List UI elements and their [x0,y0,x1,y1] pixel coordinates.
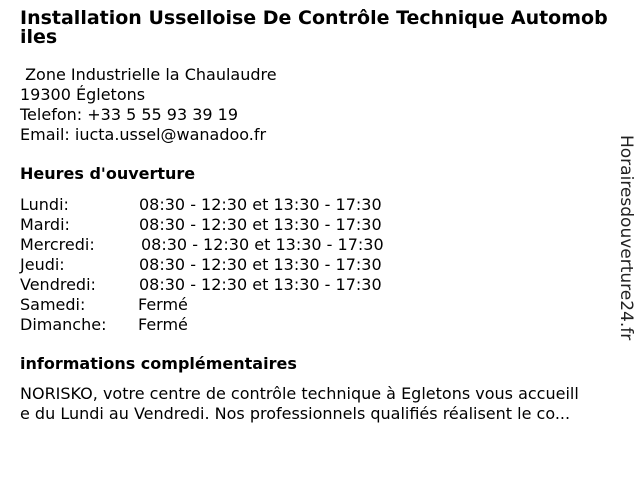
street-address: Zone Industrielle la Chaulaudre [20,65,277,84]
day-label: Mardi: [20,215,70,234]
day-label: Mercredi: [20,235,95,254]
day-hours: 08:30 - 12:30 et 13:30 - 17:30 [141,235,384,254]
day-hours: Fermé [138,315,188,334]
description-line: NORISKO, votre centre de contrôle technique à Egletons vous accueill [20,384,579,403]
email-line: Email: iucta.ussel@wanadoo.fr [20,125,267,144]
day-hours: 08:30 - 12:30 et 13:30 - 17:30 [139,195,382,214]
day-label: Dimanche: [20,315,107,334]
hours-heading: Heures d'ouverture [20,164,196,183]
day-label: Vendredi: [20,275,96,294]
site-watermark [612,135,640,345]
day-hours: 08:30 - 12:30 et 13:30 - 17:30 [139,215,382,234]
day-hours: 08:30 - 12:30 et 13:30 - 17:30 [139,255,382,274]
day-hours: 08:30 - 12:30 et 13:30 - 17:30 [139,275,382,294]
info-heading: informations complémentaires [20,354,297,373]
business-title: Installation Usselloise De Contrôle Technique Automobiles [20,7,608,48]
watermark-text: Horairesdouverture24.fr [616,135,636,341]
city-line: 19300 Égletons [20,85,146,104]
day-label: Samedi: [20,295,86,314]
phone-line: Telefon: +33 5 55 93 39 19 [20,105,239,124]
day-hours: Fermé [138,295,188,314]
day-label: Lundi: [20,195,69,214]
description-text [20,384,632,424]
description-line: e du Lundi au Vendredi. Nos professionnels qualifiés réalisent le co... [20,404,571,423]
day-label: Jeudi: [20,255,65,274]
address-block [20,65,277,145]
